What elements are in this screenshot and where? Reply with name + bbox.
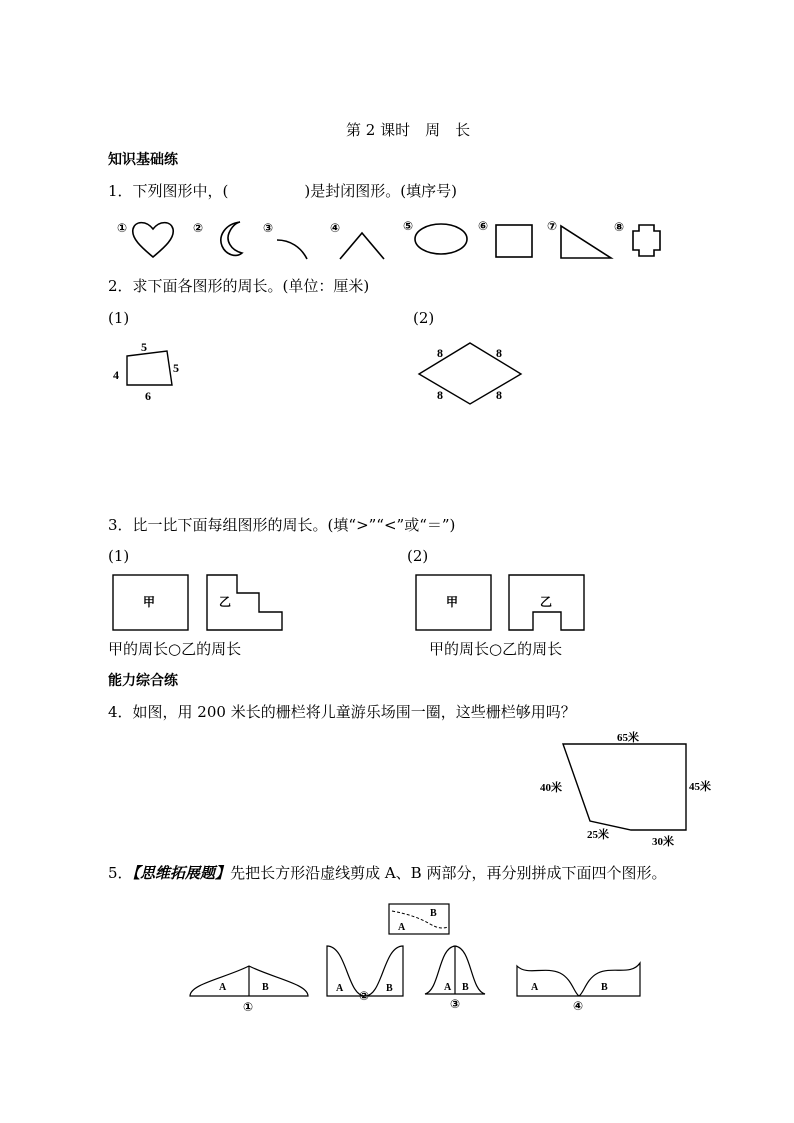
q5-figure-2-label-a: A: [336, 983, 344, 994]
playground-figure: [563, 744, 686, 830]
q3-2-jia-label: 甲: [446, 595, 459, 609]
q5-figure-3-label-a: A: [444, 982, 452, 993]
rhombus-side-bottom-left: 8: [437, 388, 443, 402]
q3-1-yi-label: 乙: [219, 595, 232, 609]
q3-1-jia-label: 甲: [143, 595, 156, 609]
q5-figure-1-number: ①: [243, 1000, 254, 1014]
ellipse-shape: [415, 224, 467, 254]
heart-shape: [133, 223, 174, 257]
question-2-part-1: (1): [108, 309, 130, 327]
question-3: 3．比一比下面每组图形的周长。(填“>”“<”或“＝”): [108, 516, 456, 534]
q5-figure-2-label-b: B: [386, 983, 393, 994]
rhombus-side-top-right: 8: [496, 346, 502, 360]
q5-figure-4-number: ④: [573, 999, 584, 1013]
q5-figure-3-number: ③: [450, 997, 461, 1011]
question-1-prefix: 1．下列图形中，(: [108, 182, 229, 200]
section-heading-basic: 知识基础练: [108, 152, 178, 168]
shape-label-2: ②: [193, 221, 204, 235]
playground-side-bottom: 30米: [652, 836, 674, 848]
shape-label-4: ④: [330, 221, 341, 235]
q5-figure-3-label-b: B: [462, 982, 469, 993]
shape-label-8: ⑧: [614, 220, 625, 234]
playground-side-top: 65米: [617, 732, 639, 744]
q5-figure-2-number: ②: [359, 989, 370, 1003]
shape-label-5: ⑤: [403, 219, 414, 233]
question-5-tag: 【思维拓展题】: [132, 864, 231, 882]
quadrilateral-figure: [127, 351, 172, 385]
playground-side-right: 45米: [689, 781, 711, 793]
q3-2-yi-label: 乙: [540, 595, 553, 609]
angle-shape: [340, 233, 384, 259]
q5-figure-1-label-b: B: [262, 982, 269, 993]
quad-side-left: 4: [113, 368, 119, 382]
page-title: 第 2 课时 周 长: [346, 121, 471, 139]
cross-shape: [633, 225, 660, 256]
question-5: [108, 864, 666, 882]
quad-side-top: 5: [141, 340, 147, 354]
quad-side-right: 5: [173, 361, 179, 375]
rhombus-side-top-left: 8: [437, 346, 443, 360]
question-2-part-2: (2): [413, 309, 435, 327]
q5-source-label-b: B: [430, 908, 437, 919]
section-heading-advanced: 能力综合练: [108, 673, 178, 689]
arc-line-shape: [277, 240, 307, 259]
q5-figure-4-label-b: B: [601, 982, 608, 993]
shape-label-3: ③: [263, 221, 274, 235]
crescent-shape: [221, 222, 242, 255]
rectangle-shape: [496, 225, 532, 257]
right-triangle-shape: [561, 226, 611, 258]
question-1-suffix: )是封闭图形。(填序号): [304, 182, 457, 200]
shape-label-1: ①: [117, 221, 128, 235]
question-3-part-1: (1): [108, 547, 130, 565]
q5-source-label-a: A: [398, 922, 406, 933]
question-3-compare-1[interactable]: 甲的周长○乙的周长: [108, 640, 242, 658]
rhombus-side-bottom-right: 8: [496, 388, 502, 402]
playground-side-bottom-left: 25米: [587, 829, 609, 841]
question-3-part-2: (2): [407, 547, 429, 565]
shape-label-7: ⑦: [547, 219, 558, 233]
question-4: 4．如图，用 200 米长的栅栏将儿童游乐场围一圈，这些栅栏够用吗？: [108, 703, 576, 721]
question-5-text: 先把长方形沿虚线剪成 A、B 两部分，再分别拼成下面四个图形。: [230, 864, 667, 882]
question-5-number: 5．: [108, 864, 133, 882]
question-2: 2．求下面各图形的周长。(单位：厘米): [108, 277, 370, 295]
q5-figure-4-label-a: A: [531, 982, 539, 993]
playground-side-left: 40米: [540, 782, 562, 794]
q5-figure-1-label-a: A: [219, 982, 227, 993]
rhombus-figure: [419, 343, 521, 404]
quad-side-bottom: 6: [145, 389, 151, 403]
question-3-compare-2[interactable]: 甲的周长○乙的周长: [429, 640, 563, 658]
shape-label-6: ⑥: [478, 219, 489, 233]
